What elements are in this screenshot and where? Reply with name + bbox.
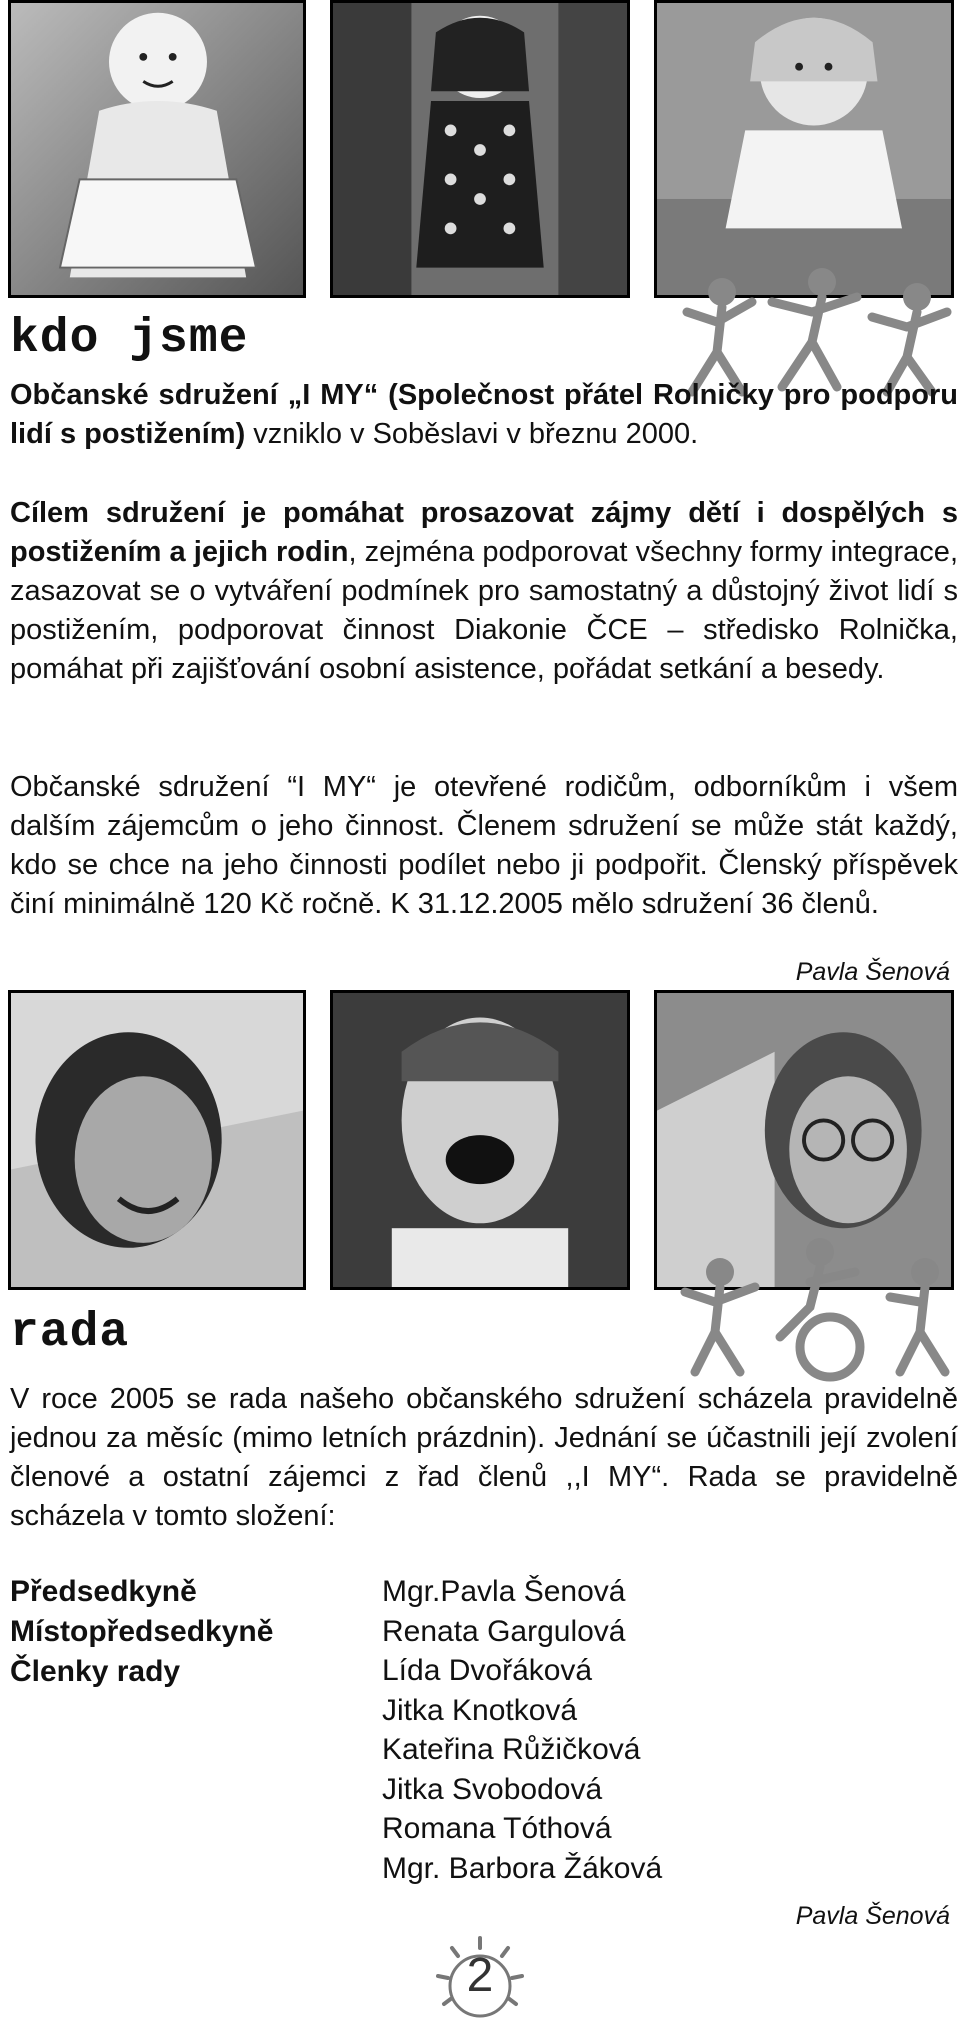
list-item: Jitka Svobodová (382, 1772, 603, 1806)
goal-bold: Cílem sdružení je pomáhat prosazovat zájmy dětí i dospělých s postižením a jejich rodin (10, 497, 958, 568)
list-item: Romana Tóthová (382, 1812, 612, 1845)
council-roles (10, 1572, 273, 1692)
section-heading-kdo-jsme: kdo jsme (10, 312, 249, 366)
paragraph-goal (10, 494, 958, 689)
paragraph-membership: Občanské sdružení “I MY“ je otevřené rodičům, odborníkům i všem dalším zájemcům o jeho činnost. Členem sdružení se může stát každý, kdo se chce na jeho činnosti podílet nebo ji podpořit. Členský příspěvek činí minimálně 120 Kč ročně. K 31.12.2005 mělo sdružení 36 členů. (10, 771, 958, 920)
paragraph-intro (10, 376, 958, 454)
list-item: Renata Gargulová (382, 1614, 626, 1648)
wheelchair-figures-icon (680, 1232, 960, 1382)
photo-boy-laughing (330, 990, 630, 1290)
photo-girl-smiling (8, 990, 306, 1290)
list-item: Mgr. Barbora Žáková (382, 1851, 663, 1885)
paragraph-council: V roce 2005 se rada našeho občanského sdružení scházela pravidelně jednou za měsíc (mimo letních prázdnin). Jednání se účastnili její zvolení členové a ostatní zájemci z řad členů ,,I MY“. Rada se pravidelně scházela v tomto složení: (10, 1383, 958, 1532)
role-vice-chair: Místopředsedkyně (10, 1615, 274, 1648)
role-members: Členky rady (10, 1655, 181, 1688)
photo-doll-1 (8, 0, 306, 298)
author-signature-2: Pavla Šenová (795, 1902, 950, 1930)
page-number: 2 (466, 1949, 494, 2002)
list-item: Lída Dvořáková (382, 1654, 593, 1687)
council-names (382, 1572, 662, 1888)
intro-rest: vzniklo v Soběslavi v březnu 2000. (245, 418, 699, 450)
list-item: Kateřina Růžičková (382, 1733, 641, 1766)
list-item: Mgr.Pavla Šenová (382, 1575, 626, 1608)
author-signature-1: Pavla Šenová (795, 958, 950, 986)
role-chair: Předsedkyně (10, 1575, 197, 1608)
goal-rest: , zejména podporovat všechny formy integrace, zasazovat se o vytváření podmínek pro samostatný a důstojný život lidí s postižením, podporovat činnost Diakonie ČCE – středisko Rolnička, pomáhat při zajišťování osobní asistence, pořádat setkání a besedy. (10, 536, 958, 685)
photo-doll-2 (330, 0, 630, 298)
section-heading-rada: rada (10, 1306, 130, 1360)
photo-doll-3 (654, 0, 954, 298)
intro-bold: Občanské sdružení „I MY“ (Společnost přátel Rolničky pro podporu lidí s postižením) (10, 379, 958, 450)
list-item: Jitka Knotková (382, 1693, 578, 1727)
